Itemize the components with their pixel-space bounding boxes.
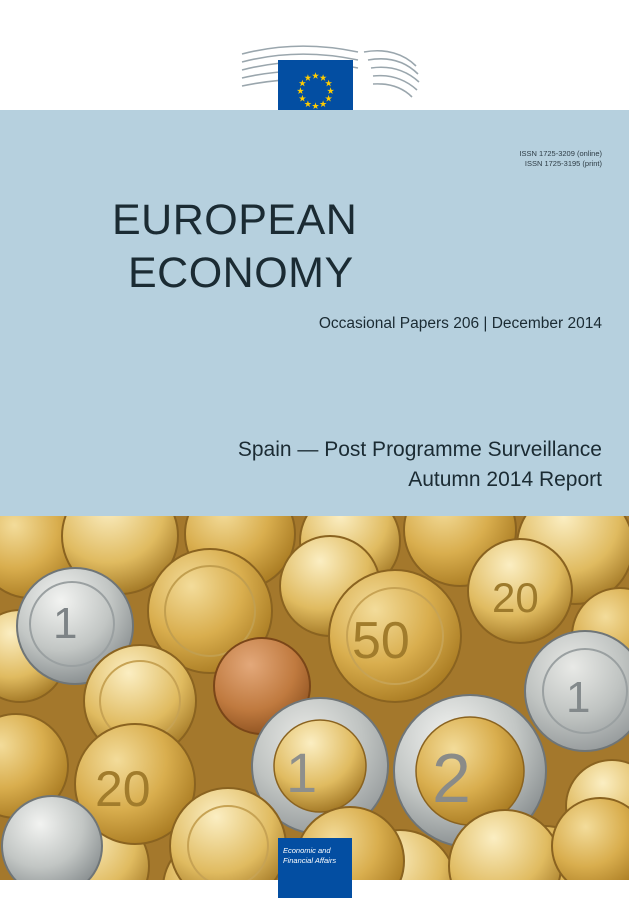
svg-text:2: 2 [432, 739, 471, 817]
subtitle-line-1: Spain — Post Programme Surveillance [237, 438, 602, 461]
page-title [112, 194, 612, 300]
issn-print: ISSN 1725-3195 (print) [524, 159, 602, 168]
header-band [0, 0, 629, 110]
svg-text:50: 50 [352, 612, 410, 670]
dg-ecfin-line2: Financial Affairs [283, 856, 337, 865]
svg-text:1: 1 [286, 741, 318, 804]
issn-online: ISSN 1725-3209 (online) [519, 149, 602, 158]
subtitle-line-2: Autumn 2014 Report [408, 468, 602, 491]
cover-panel [0, 110, 629, 516]
dg-ecfin-badge [278, 838, 352, 898]
dg-ecfin-line1: Economic and [283, 846, 331, 855]
series-info: Occasional Papers 206 | December 2014 [318, 315, 602, 332]
eu-flag-icon [278, 60, 353, 110]
svg-text:20: 20 [95, 761, 151, 817]
title-line-2: ECONOMY [128, 249, 354, 297]
issn-block [519, 149, 602, 169]
svg-text:1: 1 [566, 673, 591, 722]
title-line-1: EUROPEAN [112, 196, 358, 244]
document-subtitle [238, 435, 602, 495]
svg-text:1: 1 [53, 599, 78, 648]
svg-text:20: 20 [492, 574, 539, 621]
